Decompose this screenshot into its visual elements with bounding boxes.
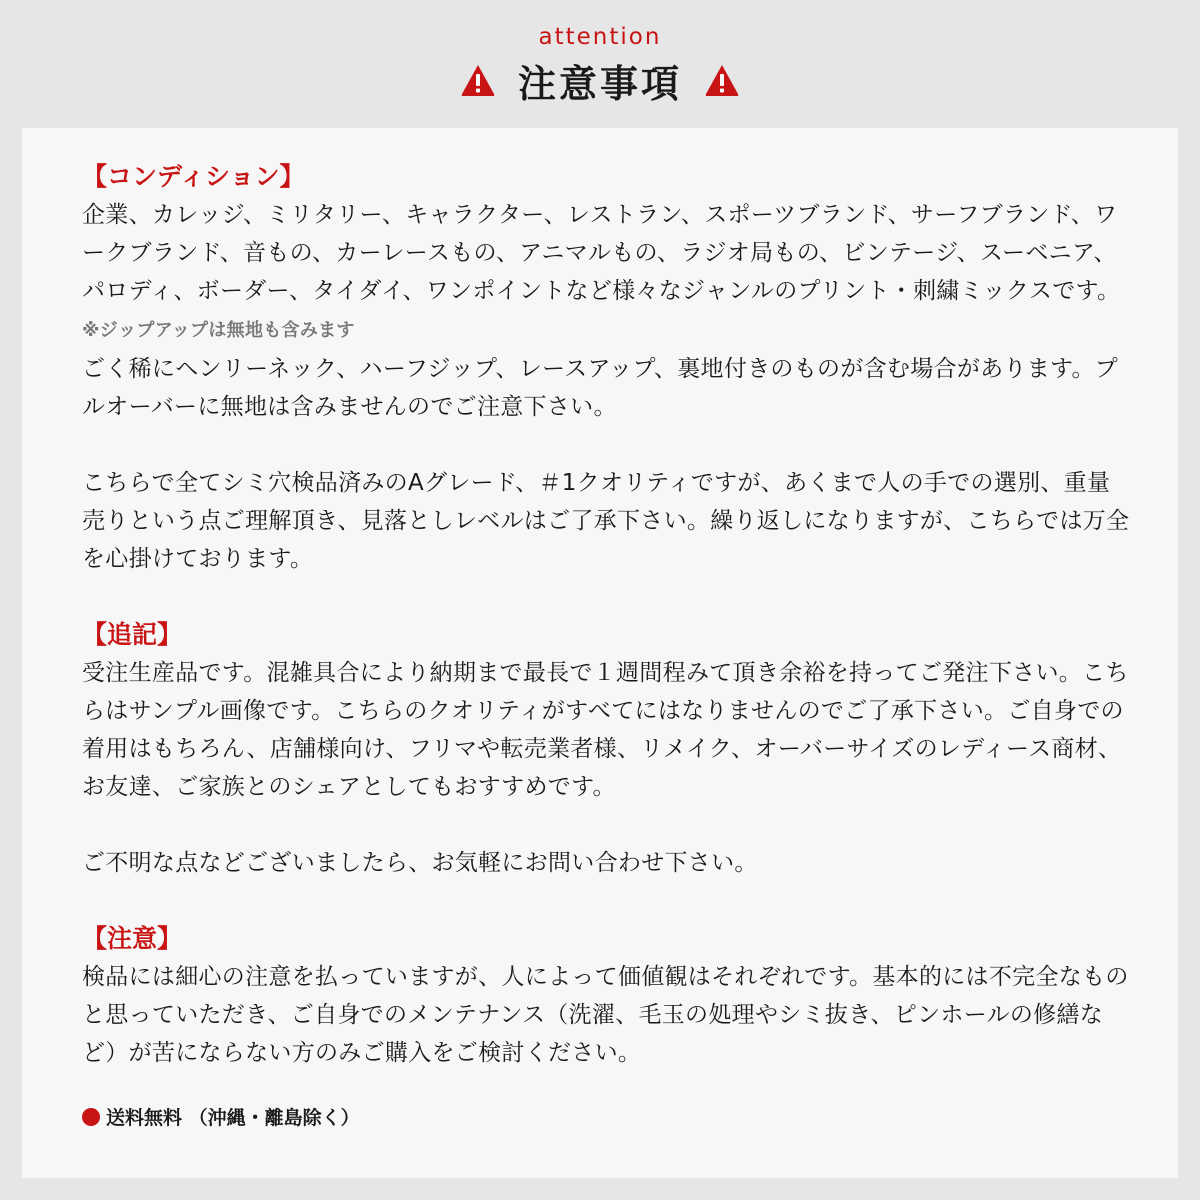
attention-eyebrow: attention bbox=[538, 24, 662, 50]
condition-paragraph-2: ごく稀にヘンリーネック、ハーフジップ、レースアップ、裏地付きのものが含む場合があります。プルオーバーに無地は含みませんのでご注意下さい。 bbox=[82, 356, 1119, 420]
spacer bbox=[82, 806, 1132, 844]
caution-paragraph-1: 検品には細心の注意を払っていますが、人によって価値観はそれぞれです。基本的には不完全なものと思っていただき、ご自身でのメンテナンス（洗濯、毛玉の処理やシミ抜き、ピンホールの修繕など）が苦にならない方のみご購入をご検討ください。 bbox=[82, 964, 1129, 1066]
condition-paragraph-1 bbox=[82, 196, 1132, 350]
caution-heading: 【注意】 bbox=[82, 924, 183, 953]
spacer bbox=[82, 426, 1132, 464]
addendum-paragraph-2: ご不明な点などございましたら、お気軽にお問い合わせ下さい。 bbox=[82, 850, 758, 876]
condition-paragraph-3: こちらで全てシミ穴検品済みのAグレード、＃1クオリティですが、あくまで人の手での選別、重量売りという点ご理解頂き、見落としレベルはご了承下さい。繰り返しになりますが、こちらでは万全を心掛けております。 bbox=[82, 470, 1130, 572]
addendum-heading: 【追記】 bbox=[82, 620, 183, 649]
spacer bbox=[82, 882, 1132, 920]
addendum-paragraph-1: 受注生産品です。混雑具合により納期まで最長で１週間程みて頂き余裕を持ってご発注下さい。こちらはサンプル画像です。こちらのクオリティがすべてにはなりませんのでご了承下さい。ご自身での着用はもちろん、店舗様向け、フリマや転売業者様、リメイク、オーバーサイズのレディース商材、お友達、ご家族とのシェアとしてもおすすめです。 bbox=[82, 660, 1129, 800]
condition-paragraph-1-text: 企業、カレッジ、ミリタリー、キャラクター、レストラン、スポーツブランド、サーフブランド、ワークブランド、音もの、カーレースもの、アニマルもの、ラジオ局もの、ビンテージ、スーベニア、パロディ、ボーダー、タイダイ、ワンポイントなど様々なジャンルのプリント・刺繍ミックスです。 bbox=[82, 202, 1121, 304]
spacer bbox=[82, 578, 1132, 616]
content-body bbox=[82, 158, 1132, 1072]
red-dot-icon bbox=[82, 1108, 100, 1126]
shipping-note bbox=[82, 1103, 360, 1130]
page-title: 注意事項 bbox=[517, 61, 682, 106]
title-row bbox=[0, 56, 1200, 104]
page-header bbox=[0, 0, 1200, 128]
condition-heading: 【コンディション】 bbox=[82, 162, 305, 191]
warning-triangle-icon bbox=[704, 63, 740, 97]
zip-note: ※ジップアップは無地も含みます bbox=[82, 320, 355, 341]
warning-triangle-icon bbox=[460, 63, 496, 97]
content-panel bbox=[22, 128, 1178, 1178]
shipping-text: 送料無料 （沖縄・離島除く） bbox=[106, 1107, 360, 1129]
